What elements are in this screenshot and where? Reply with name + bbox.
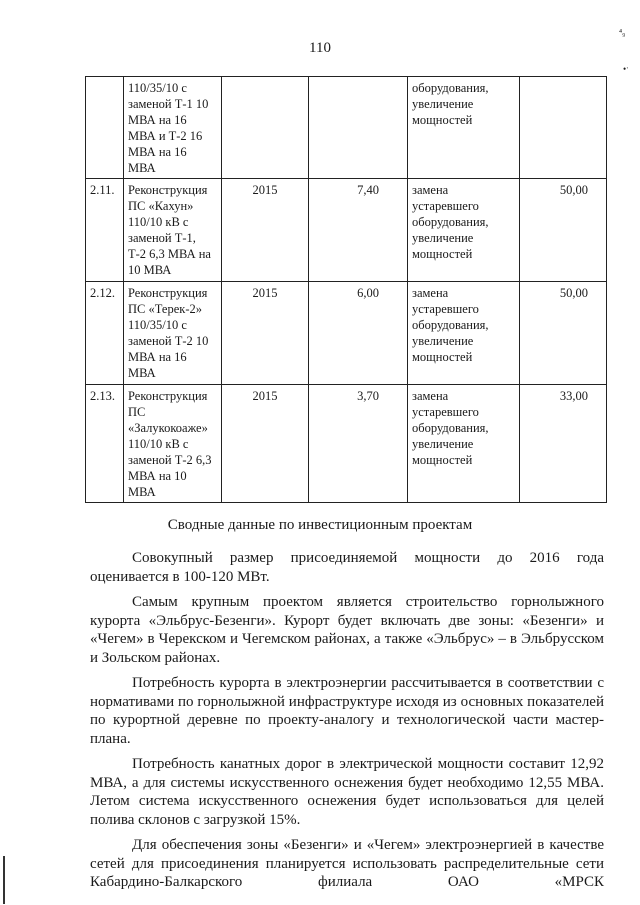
project-cost [309, 77, 408, 179]
row-number: 2.11. [86, 179, 124, 282]
project-name: Реконструкция ПС «Кахун» 110/10 кВ с заменой Т-1, Т-2 6,3 МВА на 10 МВА [124, 179, 222, 282]
project-year: 2015 [222, 179, 309, 282]
row-number [86, 77, 124, 179]
project-amount: 50,00 [520, 282, 607, 385]
table-row [86, 282, 607, 385]
section-heading: Сводные данные по инвестиционным проектам [167, 517, 473, 533]
project-cost: 7,40 [309, 179, 408, 282]
scan-artifact-mark: ⁴₉ [619, 27, 626, 37]
row-number: 2.12. [86, 282, 124, 385]
project-cost: 3,70 [309, 385, 408, 503]
table-row [86, 179, 607, 282]
page-number: 110 [309, 40, 331, 56]
project-amount: 33,00 [520, 385, 607, 503]
project-year: 2015 [222, 282, 309, 385]
project-purpose: замена устаревшего оборудования, увеличение мощностей [408, 282, 520, 385]
project-year: 2015 [222, 385, 309, 503]
project-cost: 6,00 [309, 282, 408, 385]
body-text [90, 549, 604, 899]
paragraph: Потребность курорта в электроэнергии рассчитывается в соответствии с нормативами по горнолыжной инфраструктуре исходя из основных показателей по курортной деревне по проекту-аналогу и технологической части мастер-плана. [90, 675, 604, 747]
paragraph: Самым крупным проектом является строительство горнолыжного курорта «Эльбрус-Безенги». Курорт будет включать две зоны: «Безенги» и «Чегем» в Черекском и Чегемском районах, а также «Эльбрус» – в Эльбрусском и Зольском районах. [90, 594, 604, 666]
scan-edge-mark [3, 856, 5, 904]
table-row [86, 77, 607, 179]
project-purpose: замена устаревшего оборудования, увеличение мощностей [408, 179, 520, 282]
project-name: Реконструкция ПС «Терек-2» 110/35/10 с заменой Т-2 10 МВА на 16 МВА [124, 282, 222, 385]
project-name: Реконструкция ПС «Залукокоаже» 110/10 кВ с заменой Т-2 6,3 МВА на 10 МВА [124, 385, 222, 503]
project-amount [520, 77, 607, 179]
project-name: 110/35/10 с заменой Т-1 10 МВА на 16 МВА и Т-2 16 МВА на 16 МВА [124, 77, 222, 179]
paragraph: Потребность канатных дорог в электрической мощности составит 12,92 МВА, а для системы искусственного оснежения будет необходимо 12,55 МВА. Летом система искусственного оснежения будет использоваться для целей полива склонов с загрузкой 15%. [90, 756, 604, 828]
project-purpose: оборудования, увеличение мощностей [408, 77, 520, 179]
scan-artifact-mark: •ˑ [623, 64, 629, 74]
project-year [222, 77, 309, 179]
project-purpose: замена устаревшего оборудования, увеличение мощностей [408, 385, 520, 503]
paragraph: Для обеспечения зоны «Безенги» и «Чегем» электроэнергией в качестве сетей для присоединения планируется использовать распределительные сети Кабардино-Балкарского филиала ОАО «МРСК [90, 837, 604, 890]
investment-projects-table [85, 76, 607, 503]
row-number: 2.13. [86, 385, 124, 503]
paragraph: Совокупный размер присоединяемой мощности до 2016 года оценивается в 100-120 МВт. [90, 550, 604, 585]
table-row [86, 385, 607, 503]
project-amount: 50,00 [520, 179, 607, 282]
